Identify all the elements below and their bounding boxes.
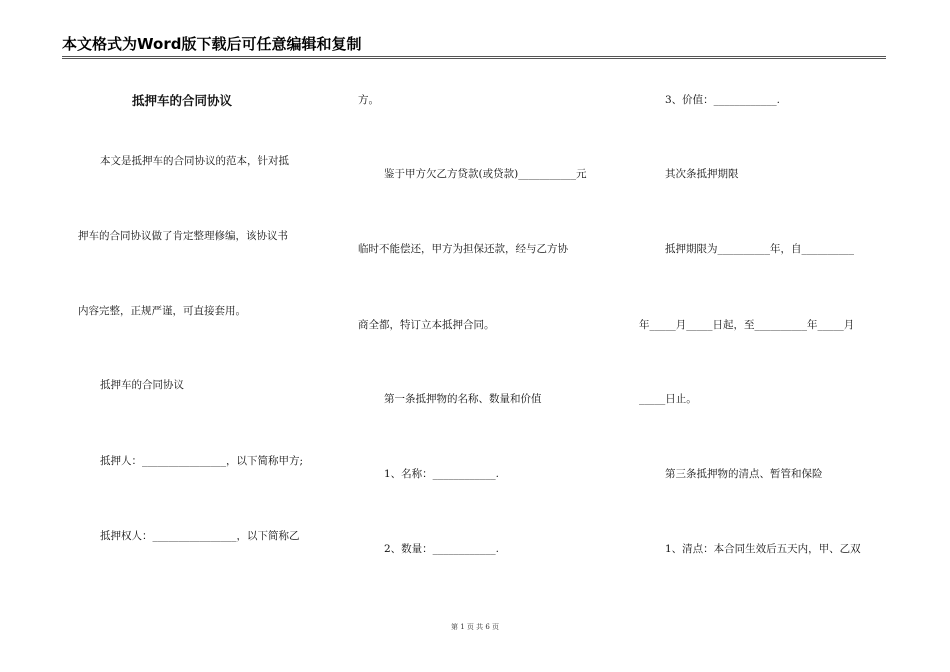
item-line: 1、名称：____________. bbox=[384, 468, 500, 480]
document-title: 抵押车的合同协议 bbox=[132, 93, 233, 108]
article-heading: 其次条抵押期限 bbox=[665, 168, 739, 180]
mortgagor-line: 抵押人：________________，以下简称甲方; bbox=[100, 455, 304, 467]
paragraph-line: 押车的合同协议做了肯定整理修编，该协议书 bbox=[78, 230, 288, 242]
paragraph-line: 鉴于甲方欠乙方贷款(或贷款)___________元 bbox=[384, 168, 587, 180]
paragraph-line: 抵押期限为__________年，自__________ bbox=[665, 243, 854, 255]
paragraph-line: 方。 bbox=[358, 94, 379, 106]
paragraph-line: _____日止。 bbox=[639, 393, 697, 405]
article-heading: 第一条抵押物的名称、数量和价值 bbox=[384, 393, 542, 405]
page-header: 本文格式为Word版下载后可任意编辑和复制 bbox=[62, 34, 886, 57]
paragraph-line: 本文是抵押车的合同协议的范本，针对抵 bbox=[100, 155, 289, 167]
item-line: 3、价值：____________. bbox=[665, 94, 781, 106]
paragraph-line: 年_____月_____日起，至__________年_____月 bbox=[639, 319, 855, 331]
mortgagee-line: 抵押权人：________________，以下简称乙 bbox=[100, 530, 300, 542]
paragraph-line: 内容完整，正规严谨，可直接套用。 bbox=[78, 305, 246, 317]
item-line: 2、数量：____________. bbox=[384, 543, 500, 555]
paragraph-line: 临时不能偿还，甲方为担保还款，经与乙方协 bbox=[358, 243, 568, 255]
article-heading: 第三条抵押物的清点、暂管和保险 bbox=[665, 468, 823, 480]
page-number: 第 1 页 共 6 页 bbox=[450, 623, 500, 631]
paragraph-line: 商全都，特订立本抵押合同。 bbox=[358, 319, 495, 331]
paragraph-line: 1、清点：本合同生效后五天内，甲、乙双 bbox=[665, 543, 861, 555]
section-heading: 抵押车的合同协议 bbox=[100, 379, 184, 391]
